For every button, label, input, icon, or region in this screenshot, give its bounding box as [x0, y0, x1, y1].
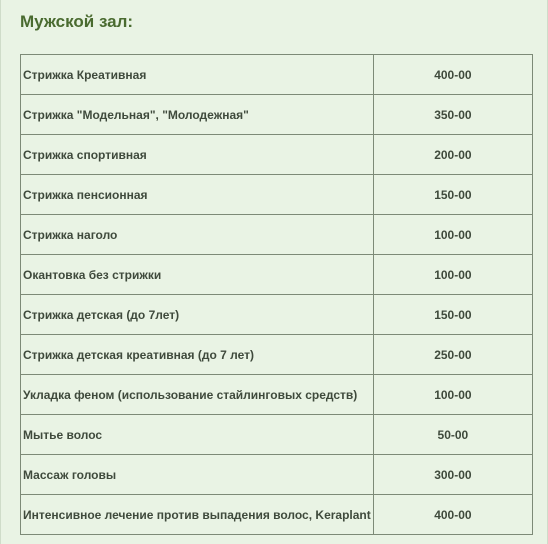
table-row — [21, 295, 533, 335]
service-name: Окантовка без стрижки — [21, 255, 374, 295]
table-row — [21, 495, 533, 535]
service-name: Интенсивное лечение против выпадения волос, Keraplant — [21, 495, 374, 535]
service-price: 400-00 — [373, 55, 532, 95]
service-name: Стрижка детская креативная (до 7 лет) — [21, 335, 374, 375]
service-price: 250-00 — [373, 335, 532, 375]
section-title: Мужской зал: — [20, 12, 134, 31]
service-name: Стрижка спортивная — [21, 135, 374, 175]
service-price: 100-00 — [373, 375, 532, 415]
table-row — [21, 175, 533, 215]
table-row — [21, 95, 533, 135]
service-name: Мытье волос — [21, 415, 374, 455]
service-price: 100-00 — [373, 255, 532, 295]
service-price: 300-00 — [373, 455, 532, 495]
service-name: Массаж головы — [21, 455, 374, 495]
table-row — [21, 415, 533, 455]
service-name: Стрижка "Модельная", "Молодежная" — [21, 95, 374, 135]
service-name: Стрижка наголо — [21, 215, 374, 255]
price-table — [20, 54, 533, 535]
table-row — [21, 455, 533, 495]
table-row — [21, 255, 533, 295]
service-name: Стрижка Креативная — [21, 55, 374, 95]
service-price: 50-00 — [373, 415, 532, 455]
service-price: 100-00 — [373, 215, 532, 255]
table-row — [21, 375, 533, 415]
table-row — [21, 55, 533, 95]
table-row — [21, 135, 533, 175]
service-price: 150-00 — [373, 175, 532, 215]
service-price: 350-00 — [373, 95, 532, 135]
service-name: Стрижка пенсионная — [21, 175, 374, 215]
service-name: Стрижка детская (до 7лет) — [21, 295, 374, 335]
service-name: Укладка феном (использование стайлинговых средств) — [21, 375, 374, 415]
table-row — [21, 335, 533, 375]
service-price: 400-00 — [373, 495, 532, 535]
service-price: 150-00 — [373, 295, 532, 335]
table-row — [21, 215, 533, 255]
service-price: 200-00 — [373, 135, 532, 175]
